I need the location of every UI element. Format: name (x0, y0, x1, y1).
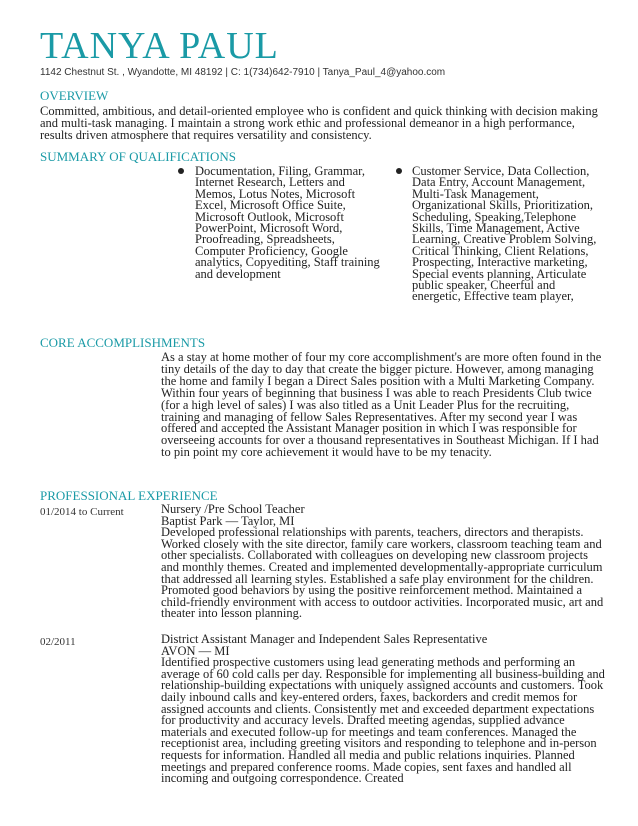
overview-text: Committed, ambitious, and detail-oriented employee who is confident and quick thinking with decision making and multi-task managing. I maintain a strong work ethic and professional demeanor in a high performance, results driven atmosphere that requires versatility and consistency. (40, 104, 598, 142)
candidate-name: TANYA PAUL (40, 25, 279, 67)
qualification-item: Documentation, Filing, Grammar, Internet Research, Letters and Memos, Lotus Notes, Microsoft Excel, Microsoft Office Suite, Microsoft Outlook, Microsoft PowerPoint, Microsoft Word, Proofreading, Spreadsheets, Computer Proficiency, Google analytics, Copyediting, Staff training and development (195, 164, 380, 281)
job-entry (161, 634, 607, 785)
overview-heading: OVERVIEW (40, 88, 109, 103)
job-description: Identified prospective customers using lead generating methods and performing an average of 60 cold calls per day. Responsible for implementing all business-building and relationship-building expectations with uniquely assigned accounts and customers. Took daily inbound calls and key-entered orders, faxes, backorders and credit memos for assigned accounts and clients. Consistently met and exceeded department expectations for productivity and accuracy levels. Drafted meeting agendas, supplied advance materials and executed follow-up for meetings and team conferences. Managed the receptionist area, including greeting visitors and responding to telephone and in-person requests for information. Handled all media and public relations inquiries. Planned meetings and prepared conference rooms. Made copies, sent faxes and handled all incoming and outgoing correspondence. Created (161, 655, 605, 786)
job-dates: 01/2014 to Current (40, 506, 124, 518)
job-employer: AVON — MI (161, 643, 230, 658)
job-description: Developed professional relationships with parents, teachers, directors and therapists. Worked closely with the site director, family care workers, classroom teaching team and other specialists. Collaborated with colleagues on developing new classroom projects and monthly themes. Created and implemented developmentally-appropriate curriculum that addressed all learning styles. Established a safe play environment for the children. Promoted good behaviors by using the positive reinforcement method. Maintained a child-friendly environment with access to outdoor activities. Incorporated music, art and theater into lesson planning. (161, 525, 604, 621)
experience-heading: PROFESSIONAL EXPERIENCE (40, 488, 218, 503)
job-entry (161, 504, 607, 620)
accomplishments-heading: CORE ACCOMPLISHMENTS (40, 335, 206, 350)
qualification-item: Customer Service, Data Collection, Data Entry, Account Management, Multi-Task Management, Organizational Skills, Prioritization, Scheduling, Speaking,Telephone Skills, Time Management, Active Learning, Creative Problem Solving, Critical Thinking, Client Relations, Prospecting, Interactive marketing, Special events planning, Articulate public speaker, Cheerful and energetic, Effective team player, (412, 164, 597, 304)
job-dates: 02/2011 (40, 636, 76, 648)
contact-line: 1142 Chestnut St. , Wyandotte, MI 48192 | C: 1(734)642-7910 | Tanya_Paul_4@yahoo.com (40, 67, 446, 78)
accomplishments-text: As a stay at home mother of four my core accomplishment's are more often found in the tiny details of the day to day that create the bigger picture. However, among managing the home and family I began a Direct Sales position with a Multi Marketing Company. Within four years of beginning that business I was able to reach Presidents Club twice (for a high level of sales) I was also titled as a Unit Leader Plus for the recruiting, training and managing of fellow Sales Representatives. After my second year I was offered and accepted the Assistant Manager position in which I was responsible for overseeing accounts for over a thousand representatives in Southeast Michigan. If I had to pin point my core achievement it would have to be my tenacity. (161, 350, 602, 460)
job-title: Nursery /Pre School Teacher (161, 502, 305, 516)
job-title: District Assistant Manager and Independent Sales Representative (161, 632, 488, 646)
job-employer: Baptist Park — Taylor, MI (161, 513, 295, 528)
bullet-icon (396, 168, 402, 174)
qualifications-heading: SUMMARY OF QUALIFICATIONS (40, 149, 236, 164)
bullet-icon (178, 168, 184, 174)
